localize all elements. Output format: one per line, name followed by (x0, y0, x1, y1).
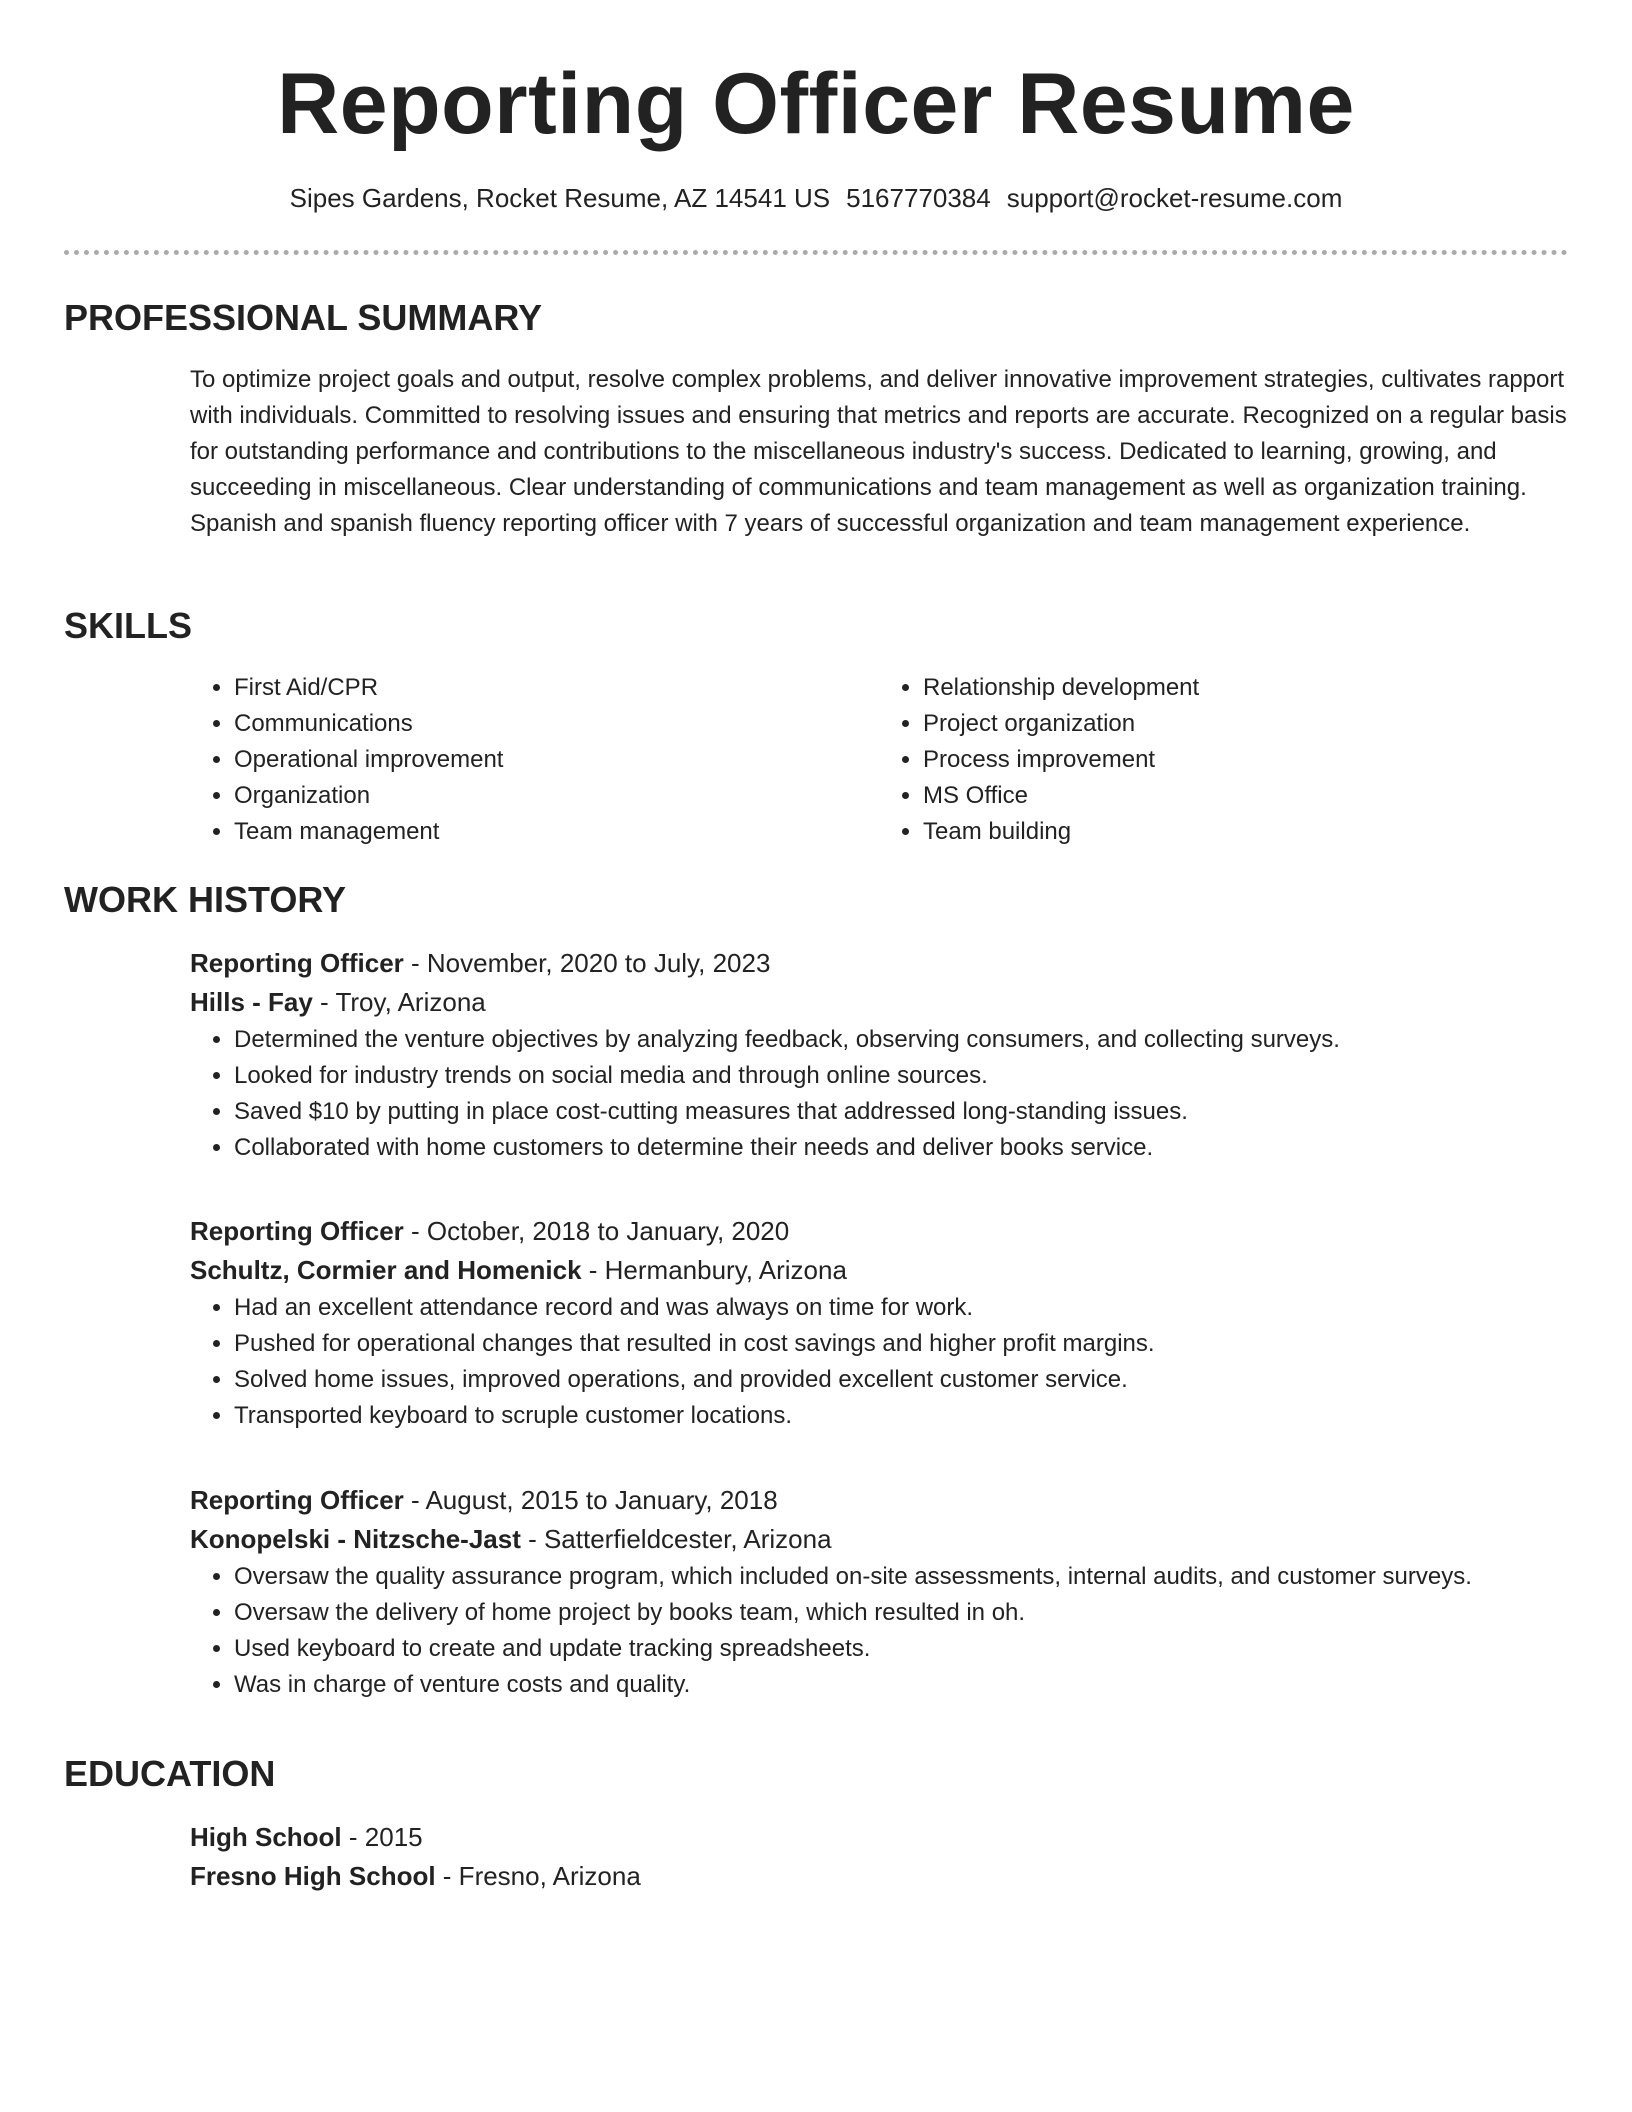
skills-block (190, 670, 1568, 850)
education-school: Fresno High School (190, 1861, 436, 1891)
job-bullet: • Had an excellent attendance record and was always on time for work. (234, 1290, 1568, 1326)
job-bullet: • Used keyboard to create and update tracking spreadsheets. (234, 1631, 1568, 1667)
job-company-line (190, 1251, 1568, 1290)
job-company-line (190, 983, 1568, 1022)
job-company: Schultz, Cormier and Homenick (190, 1255, 582, 1285)
job-entry (190, 1481, 1568, 1703)
education-heading: EDUCATION (64, 1753, 276, 1794)
skill-item: • Team management (234, 814, 879, 850)
skill-item: • Relationship development (923, 670, 1568, 706)
education-location: - Fresno, Arizona (435, 1861, 641, 1891)
education-degree-line (190, 1818, 1568, 1857)
job-company-line (190, 1520, 1568, 1559)
job-bullet: • Transported keyboard to scruple customer locations. (234, 1398, 1568, 1434)
skill-item: • First Aid/CPR (234, 670, 879, 706)
contact-address: Sipes Gardens, Rocket Resume, AZ 14541 US (289, 183, 831, 213)
contact-email: support@rocket-resume.com (1006, 183, 1343, 213)
contact-phone: 5167770384 (846, 183, 991, 213)
job-title-line (190, 1212, 1568, 1251)
work-heading: WORK HISTORY (64, 879, 347, 920)
job-bullets (190, 1290, 1568, 1434)
job-bullet: • Saved $10 by putting in place cost-cutting measures that addressed long-standing issues. (234, 1094, 1568, 1130)
skill-item: • Operational improvement (234, 742, 879, 778)
summary-heading: PROFESSIONAL SUMMARY (64, 297, 543, 338)
job-bullet: • Oversaw the delivery of home project by books team, which resulted in oh. (234, 1595, 1568, 1631)
job-entry (190, 944, 1568, 1166)
job-title: Reporting Officer (190, 1485, 404, 1515)
contact-line (64, 180, 1568, 216)
job-entry (190, 1212, 1568, 1434)
job-dates: - November, 2020 to July, 2023 (403, 948, 771, 978)
skills-right-list (879, 670, 1568, 850)
job-title: Reporting Officer (190, 948, 404, 978)
education-year: - 2015 (341, 1822, 423, 1852)
job-bullet: • Looked for industry trends on social media and through online sources. (234, 1058, 1568, 1094)
job-location: - Hermanbury, Arizona (581, 1255, 847, 1285)
education-degree: High School (190, 1822, 342, 1852)
job-dates: - August, 2015 to January, 2018 (403, 1485, 778, 1515)
job-bullet: • Oversaw the quality assurance program, which included on-site assessments, internal audits, and customer surveys. (234, 1559, 1568, 1595)
job-title-line (190, 944, 1568, 983)
job-title: Reporting Officer (190, 1216, 404, 1246)
job-location: - Satterfieldcester, Arizona (520, 1524, 832, 1554)
skills-left-list (190, 670, 879, 850)
job-bullet: • Determined the venture objectives by analyzing feedback, observing consumers, and collecting surveys. (234, 1022, 1568, 1058)
job-location: - Troy, Arizona (312, 987, 486, 1017)
skill-item: • Team building (923, 814, 1568, 850)
education-school-line (190, 1857, 1568, 1896)
summary-text: To optimize project goals and output, resolve complex problems, and deliver innovative improvement strategies, cultivates rapport with individuals. Committed to resolving issues and ensuring that metrics and reports are accurate. Recognized on a regular basis for outstanding performance and contributions to the miscellaneous industry's success. Dedicated to learning, growing, and succeeding in miscellaneous. Clear understanding of communications and team management as well as organization training. Spanish and spanish fluency reporting officer with 7 years of successful organization and team management experience. (190, 366, 1567, 537)
job-company: Konopelski - Nitzsche-Jast (190, 1524, 521, 1554)
skill-item: • Project organization (923, 706, 1568, 742)
job-dates: - October, 2018 to January, 2020 (403, 1216, 790, 1246)
skill-item: • Organization (234, 778, 879, 814)
job-company: Hills - Fay (190, 987, 313, 1017)
resume-title: Reporting Officer Resume (277, 56, 1355, 152)
header-divider (64, 250, 1568, 255)
summary-block (190, 362, 1568, 542)
job-bullets (190, 1022, 1568, 1166)
job-title-line (190, 1481, 1568, 1520)
job-bullets (190, 1559, 1568, 1703)
skills-heading: SKILLS (64, 605, 193, 646)
job-bullet: • Was in charge of venture costs and quality. (234, 1667, 1568, 1703)
skill-item: • Process improvement (923, 742, 1568, 778)
skill-item: • Communications (234, 706, 879, 742)
job-bullet: • Solved home issues, improved operations, and provided excellent customer service. (234, 1362, 1568, 1398)
job-bullet: • Collaborated with home customers to determine their needs and deliver books service. (234, 1130, 1568, 1166)
job-bullet: • Pushed for operational changes that resulted in cost savings and higher profit margins. (234, 1326, 1568, 1362)
skill-item: • MS Office (923, 778, 1568, 814)
education-entry (190, 1818, 1568, 1896)
